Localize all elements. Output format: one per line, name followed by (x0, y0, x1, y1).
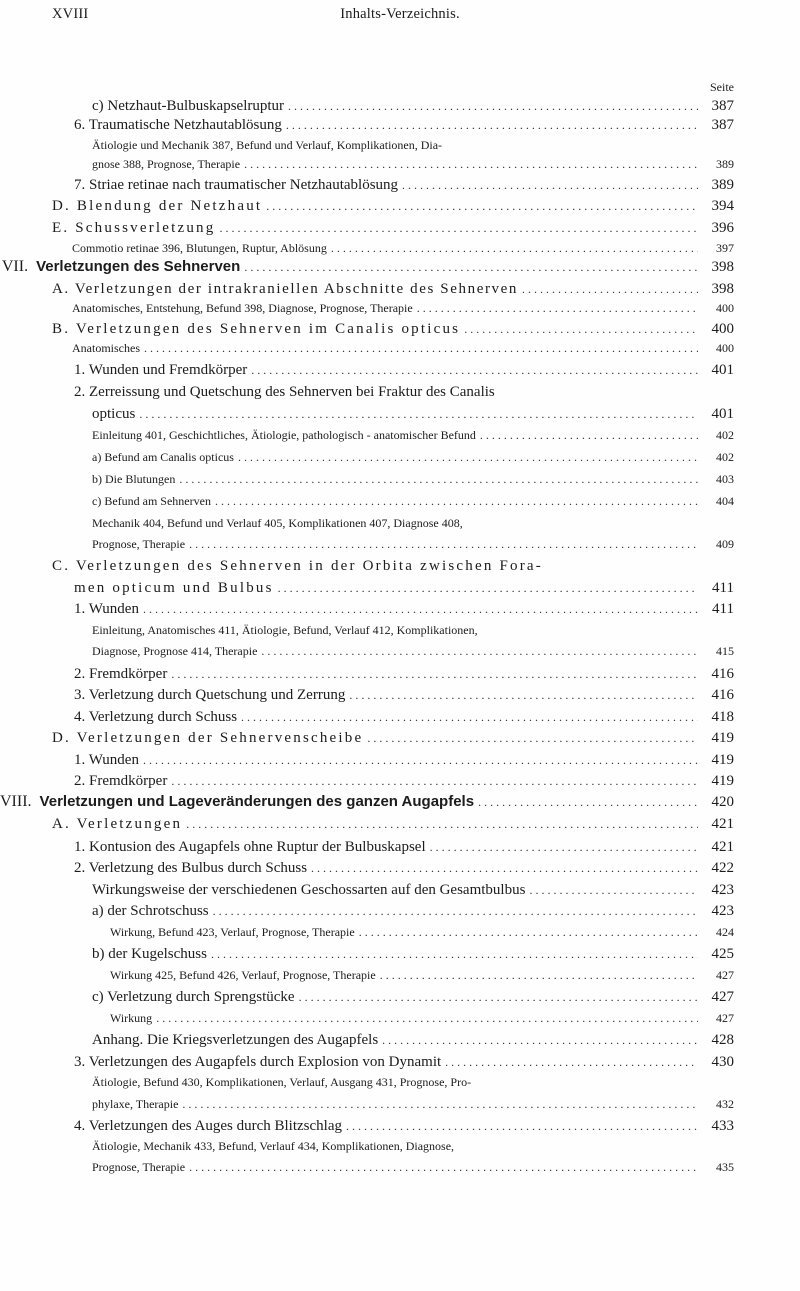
toc-entry-title: Ätiologie, Mechanik 433, Befund, Verlauf 434, Komplikationen, Diagnose, (92, 1139, 455, 1153)
toc-entry-page: 425 (711, 946, 734, 962)
toc-entry-page: 433 (711, 1118, 734, 1134)
toc-entry (0, 220, 800, 238)
toc-entry-title: 4. Verletzung durch Schuss (74, 709, 238, 725)
toc-entry-page: 389 (711, 177, 734, 193)
toc-entry (0, 601, 800, 619)
dot-leader (189, 537, 698, 552)
toc-entry-title: 2. Fremdkörper (74, 773, 168, 789)
toc-entry-page: 419 (711, 752, 734, 768)
chapter-number: VII. (1, 258, 29, 275)
dot-leader (251, 363, 698, 378)
dot-leader (286, 118, 698, 133)
toc-entry-title: 1. Kontusion des Augapfels ohne Ruptur der Bulbuskapsel (74, 839, 426, 855)
toc-entry-title: a) Befund am Canalis opticus (92, 450, 234, 464)
dot-leader (380, 968, 698, 983)
toc-entry-page: 424 (716, 925, 734, 939)
toc-entry (0, 968, 800, 986)
toc-entry-title: phylaxe, Therapie (92, 1097, 179, 1111)
toc-entry-title: Wirkung (110, 1011, 153, 1025)
toc-entry (0, 644, 800, 662)
toc-entry (0, 428, 800, 446)
toc-entry (0, 537, 800, 555)
toc-entry-title: Einleitung 401, Geschichtliches, Ätiologie, pathologisch - anatomischer Befund (92, 428, 476, 442)
toc-entry (0, 903, 800, 921)
toc-entry-title: Anatomisches, Entstehung, Befund 398, Diagnose, Prognose, Therapie (72, 301, 413, 315)
dot-leader (367, 731, 698, 746)
running-title: Inhalts-Verzeichnis. (340, 6, 460, 22)
dot-leader (430, 840, 698, 855)
toc-entry-page: 394 (711, 198, 734, 214)
toc-entry-page: 427 (716, 968, 734, 982)
toc-entry (0, 1139, 800, 1157)
toc-entry-page: 398 (711, 281, 734, 297)
toc-entry-page: 432 (716, 1097, 734, 1111)
toc-entry-title: Commotio retinae 396, Blutungen, Ruptur, Ablösung (72, 241, 327, 255)
toc-entry-title: E. Schussverletzung (52, 220, 216, 236)
toc-entry-page: 396 (711, 220, 734, 236)
dot-leader (144, 341, 698, 356)
toc-entry (0, 687, 800, 705)
toc-entry-page: 402 (716, 428, 734, 442)
toc-entry-page: 420 (711, 794, 734, 810)
toc-entry-title: 3. Verletzung durch Quetschung und Zerrung (74, 687, 346, 703)
toc-entry-page: 411 (712, 580, 734, 596)
dot-leader (261, 644, 698, 659)
dot-leader (215, 494, 698, 509)
toc-entry-title: 2. Fremdkörper (74, 666, 168, 682)
toc-entry-title: b) der Kugelschuss (92, 946, 207, 962)
toc-entry-page: 421 (711, 816, 734, 832)
toc-entry (0, 138, 800, 156)
dot-leader (156, 1011, 698, 1026)
toc-entry (0, 1011, 800, 1029)
toc-entry-title: Wirkungsweise der verschiedenen Geschossarten auf den Gesamtbulbus (92, 882, 526, 898)
toc-entry-page: 423 (711, 882, 734, 898)
toc-entry-page: 422 (711, 860, 734, 876)
toc-entry-title: Anhang. Die Kriegsverletzungen des Augapfels (92, 1032, 379, 1048)
toc-entry-title: C. Verletzungen des Sehnerven in der Orbita zwischen Fora- (52, 558, 543, 574)
toc-entry (0, 494, 800, 512)
toc-entry (0, 839, 800, 857)
toc-entry-page: 389 (716, 157, 734, 171)
toc-entry-title: c) Befund am Sehnerven (92, 494, 211, 508)
toc-entry-title: D. Blendung der Netzhaut (52, 198, 263, 214)
toc-entry (0, 258, 800, 276)
dot-leader (244, 157, 698, 172)
toc-entry (0, 1118, 800, 1136)
toc-entry-title: 4. Verletzungen des Auges durch Blitzschlag (74, 1118, 342, 1134)
toc-entry (0, 882, 800, 900)
toc-entry-title: 7. Striae retinae nach traumatischer Netzhautablösung (74, 177, 399, 193)
toc-entry-title: Anatomisches (72, 341, 140, 355)
toc-entry-title: 3. Verletzungen des Augapfels durch Explosion von Dynamit (74, 1054, 442, 1070)
toc-entry-page: 428 (711, 1032, 734, 1048)
dot-leader (529, 883, 698, 898)
toc-entry-page: 418 (711, 709, 734, 725)
toc-entry (0, 773, 800, 791)
toc-entry-title: c) Verletzung durch Sprengstücke (92, 989, 295, 1005)
toc-entry-title: A. Verletzungen der intrakraniellen Abschnitte des Sehnerven (52, 281, 519, 297)
toc-entry-title: Wirkung, Befund 423, Verlauf, Prognose, Therapie (110, 925, 355, 939)
dot-leader (179, 472, 698, 487)
dot-leader (219, 221, 698, 236)
toc-entry-page: 401 (711, 362, 734, 378)
toc-entry (0, 752, 800, 770)
toc-entry-title: gnose 388, Prognose, Therapie (92, 157, 241, 171)
dot-leader (464, 322, 698, 337)
dot-leader (478, 795, 698, 810)
toc-entry-page: 430 (711, 1054, 734, 1070)
toc-entry-title: Prognose, Therapie (92, 1160, 186, 1174)
dot-leader (139, 407, 698, 422)
toc-entry (0, 623, 800, 641)
toc-entry-page: 419 (711, 773, 734, 789)
toc-entry-page: 435 (716, 1160, 734, 1174)
dot-leader (186, 817, 698, 832)
toc-entry (0, 516, 800, 534)
toc-entry (0, 241, 800, 259)
toc-entry (0, 1160, 800, 1178)
toc-entry-title: B. Verletzungen des Sehnerven im Canalis opticus (52, 321, 461, 337)
toc-entry (0, 117, 800, 135)
dot-leader (143, 753, 698, 768)
toc-entry-page: 419 (711, 730, 734, 746)
dot-leader (402, 178, 698, 193)
toc-entry-page: 416 (711, 666, 734, 682)
dot-leader (266, 199, 698, 214)
dot-leader (241, 710, 698, 725)
toc-entry (0, 730, 800, 748)
dot-leader (244, 260, 698, 275)
toc-entry-page: 401 (711, 406, 734, 422)
toc-entry-title: 1. Wunden (74, 601, 139, 617)
toc-entry-page: 427 (711, 989, 734, 1005)
seite-column-label: Seite (710, 80, 734, 94)
toc-entry (0, 666, 800, 684)
toc-entry-title: 1. Wunden (74, 752, 139, 768)
toc-entry (0, 816, 800, 834)
dot-leader (238, 450, 698, 465)
toc-entry-title: men opticum und Bulbus (74, 580, 274, 596)
toc-entry (0, 341, 800, 359)
toc-entry-title: c) Netzhaut-Bulbuskapselruptur (92, 98, 285, 114)
toc-entry (0, 321, 800, 339)
toc-entry-page: 416 (711, 687, 734, 703)
toc-entry (0, 301, 800, 319)
toc-entry-page: 400 (711, 321, 734, 337)
toc-entry (0, 384, 800, 402)
dot-leader (171, 774, 698, 789)
toc-entry-title: Mechanik 404, Befund und Verlauf 405, Komplikationen 407, Diagnose 408, (92, 516, 463, 530)
dot-leader (522, 282, 698, 297)
toc-entry-title: Verletzungen des Sehnerven (36, 258, 241, 275)
toc-entry-title: Diagnose, Prognose 414, Therapie (92, 644, 258, 658)
toc-entry-title: Ätiologie, Befund 430, Komplikationen, Verlauf, Ausgang 431, Prognose, Pro- (92, 1075, 472, 1089)
toc-entry-title: b) Die Blutungen (92, 472, 176, 486)
toc-entry-title: a) der Schrotschuss (92, 903, 209, 919)
toc-entry-page: 427 (716, 1011, 734, 1025)
toc-entry (0, 580, 800, 598)
toc-entry-title: 2. Zerreissung und Quetschung des Sehnerven bei Fraktur des Canalis (74, 384, 495, 400)
toc-entry (0, 946, 800, 964)
toc-entry (0, 709, 800, 727)
dot-leader (359, 925, 698, 940)
toc-entry-page: 421 (711, 839, 734, 855)
running-header (0, 6, 800, 30)
dot-leader (349, 688, 698, 703)
toc-entry-title: Verletzungen und Lageveränderungen des ganzen Augapfels (39, 793, 475, 810)
toc-entry-title: Wirkung 425, Befund 426, Verlauf, Prognose, Therapie (110, 968, 376, 982)
toc-entry (0, 1054, 800, 1072)
toc-entry-page: 404 (716, 494, 734, 508)
toc-entry-title: A. Verletzungen (52, 816, 183, 832)
toc-entry (0, 198, 800, 216)
dot-leader (417, 301, 698, 316)
toc-entry-title: Einleitung, Anatomisches 411, Ätiologie, Befund, Verlauf 412, Komplikationen, (92, 623, 478, 637)
toc-entry (0, 860, 800, 878)
dot-leader (213, 904, 698, 919)
toc-entry-page: 398 (711, 259, 734, 275)
toc-entry-page: 423 (711, 903, 734, 919)
toc-entry-title: 6. Traumatische Netzhautablösung (74, 117, 282, 133)
toc-entry-title: Ätiologie und Mechanik 387, Befund und Verlauf, Komplikationen, Dia- (92, 138, 443, 152)
toc-entry-page: 403 (716, 472, 734, 486)
dot-leader (171, 667, 698, 682)
toc-entry-title: D. Verletzungen der Sehnervenscheibe (52, 730, 364, 746)
toc-entry-page: 400 (716, 301, 734, 315)
toc-entry-title: 1. Wunden und Fremdkörper (74, 362, 248, 378)
dot-leader (182, 1097, 698, 1112)
dot-leader (331, 241, 698, 256)
dot-leader (346, 1119, 698, 1134)
toc-entry (0, 793, 800, 811)
toc-entry (0, 450, 800, 468)
toc-entry-page: 411 (712, 601, 734, 617)
chapter-number: VIII. (0, 793, 32, 810)
toc-entry-title: Prognose, Therapie (92, 537, 186, 551)
toc-entry (0, 925, 800, 943)
toc-entry (0, 362, 800, 380)
dot-leader (299, 990, 698, 1005)
toc-entry (0, 558, 800, 576)
toc-entry-page: 409 (716, 537, 734, 551)
toc-entry-page: 400 (716, 341, 734, 355)
dot-leader (480, 428, 698, 443)
toc-entry-page: 397 (716, 241, 734, 255)
dot-leader (211, 947, 698, 962)
dot-leader (382, 1033, 698, 1048)
toc-entry-title: opticus (92, 406, 136, 422)
toc-entry (0, 1075, 800, 1093)
dot-leader (143, 602, 698, 617)
toc-entry (0, 1032, 800, 1050)
dot-leader (189, 1160, 698, 1175)
dot-leader (288, 99, 698, 114)
dot-leader (445, 1055, 698, 1070)
toc-entry (0, 406, 800, 424)
toc-entry-title: 2. Verletzung des Bulbus durch Schuss (74, 860, 308, 876)
toc-entry (0, 98, 800, 116)
toc-entry (0, 1097, 800, 1115)
toc-entry (0, 989, 800, 1007)
toc-entry (0, 177, 800, 195)
toc-entry-page: 402 (716, 450, 734, 464)
toc-entry-page: 387 (711, 98, 734, 114)
toc-entry-page: 387 (711, 117, 734, 133)
dot-leader (278, 581, 698, 596)
toc-entry (0, 472, 800, 490)
page-number-roman: XVIII (52, 6, 89, 22)
toc-entry (0, 281, 800, 299)
dot-leader (311, 861, 698, 876)
toc-entry-page: 415 (716, 644, 734, 658)
toc-entry (0, 157, 800, 175)
